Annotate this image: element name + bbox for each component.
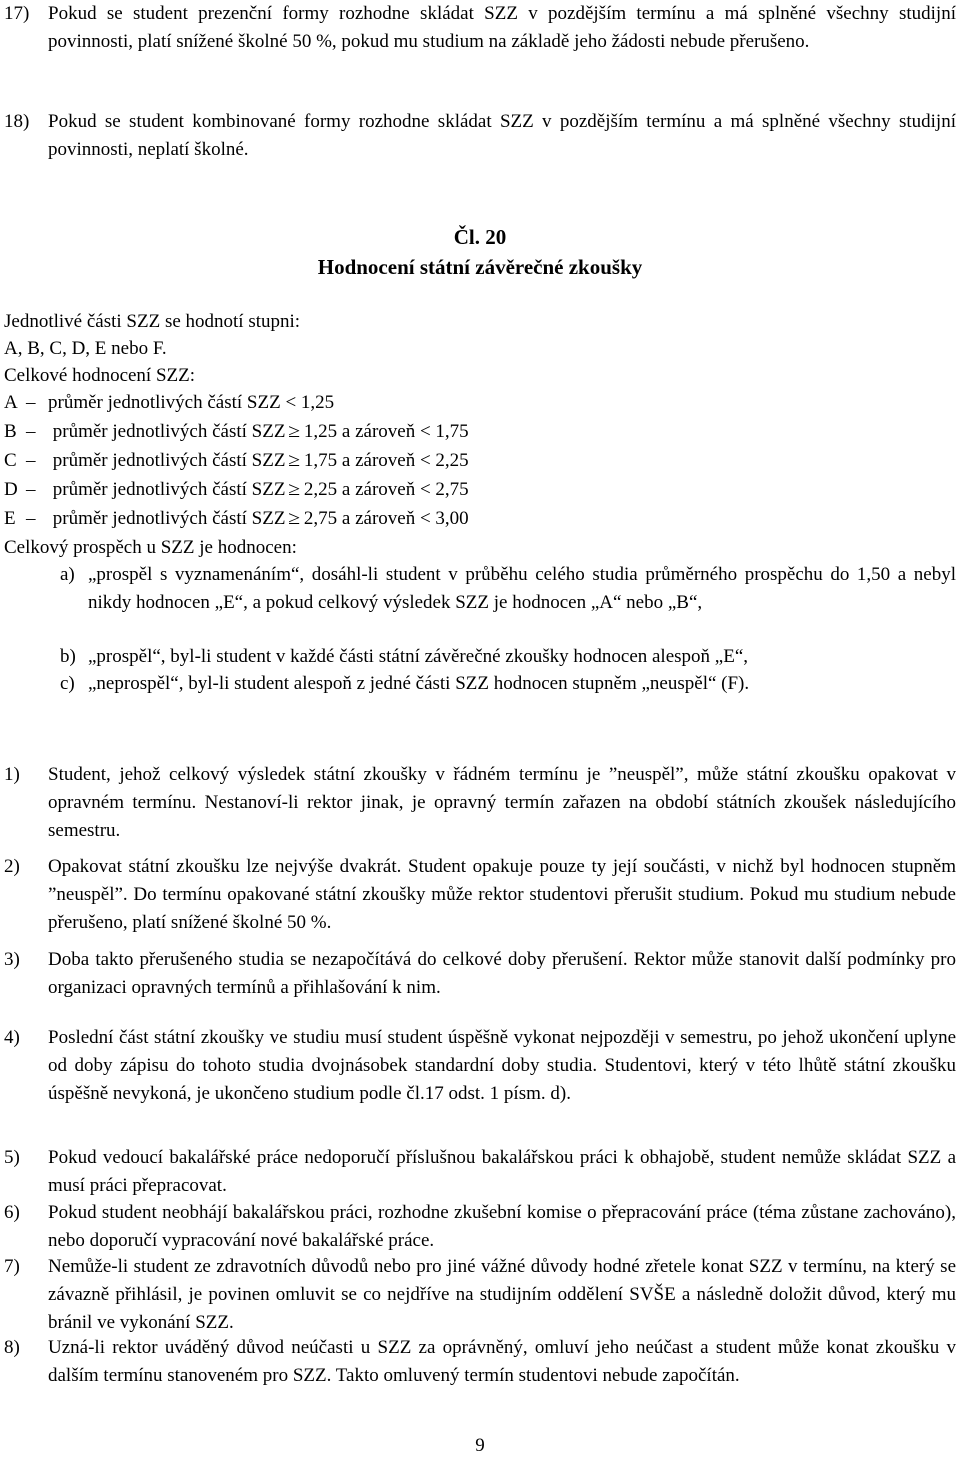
- grade-letter: E: [4, 508, 16, 529]
- grade-condition: průměr jednotlivých částí SZZ < 1,25: [48, 392, 335, 413]
- result-c: [60, 670, 956, 698]
- dash: –: [26, 508, 36, 529]
- paragraph-17: [4, 0, 956, 56]
- rule-5: [4, 1144, 956, 1200]
- rule-text: Opakovat státní zkoušku lze nejvýše dvakrát. Student opakuje pouze ty její součásti, v nichž byl hodnocen stupněm ”neuspěl”. Do termínu opakované státní zkoušky může rektor studentovi přerušit studium. Pokud mu studium nebude přerušeno, platí snížené školné 50 %.: [48, 856, 956, 933]
- rule-number: 6): [4, 1202, 20, 1223]
- grading-intro: Jednotlivé části SZZ se hodnotí stupni:: [4, 311, 301, 332]
- result-text: „neprospěl“, byl-li student alespoň z jedné části SZZ hodnocen stupněm „neuspěl“ (F).: [88, 673, 750, 694]
- grade-condition: průměr jednotlivých částí SZZ: [52, 508, 286, 529]
- article-title: Hodnocení státní závěrečné zkoušky: [317, 255, 643, 279]
- rule-4: [4, 1024, 956, 1108]
- rule-number: 7): [4, 1256, 20, 1277]
- rule-text: Pokud student neobhájí bakalářskou práci, rozhodne zkušební komise o přepracování práce (téma zůstane zachováno), nebo doporučí vypracování nové bakalářské práce.: [48, 1202, 956, 1251]
- rule-text: Doba takto přerušeného studia se nezapočítává do celkové doby přerušení. Rektor může stanovit další podmínky pro organizaci opravných termínů a přihlašování k nim.: [48, 949, 956, 998]
- rule-number: 4): [4, 1027, 20, 1048]
- grade-letter: D: [4, 479, 18, 500]
- result-label: Celkový prospěch u SZZ je hodnocen:: [4, 537, 297, 558]
- grade-condition: průměr jednotlivých částí SZZ: [52, 421, 286, 442]
- rule-number: 1): [4, 764, 20, 785]
- result-b: [60, 643, 956, 671]
- grade-range: 2,25 a zároveň < 2,75: [303, 479, 469, 500]
- grade-row-b: [4, 418, 469, 446]
- dash: –: [26, 479, 36, 500]
- grade-letter: C: [4, 450, 17, 471]
- grade-condition: průměr jednotlivých částí SZZ: [52, 450, 286, 471]
- page-number: 9: [475, 1435, 485, 1456]
- result-text: „prospěl“, byl-li student v každé části státní závěrečné zkoušky hodnocen alespoň „E“,: [88, 646, 749, 667]
- rule-text: Poslední část státní zkoušky ve studiu musí student úspěšně vykonat nejpozději v semestru, po jehož ukončení uplyne od doby zápisu do tohoto studia dvojnásobek standardní doby studia. Studentovi, který v této lhůtě státní zkoušku úspěšně nevykoná, je ukončeno studium podle čl.17 odst. 1 písm. d).: [48, 1027, 956, 1104]
- dash: –: [26, 450, 36, 471]
- dash: –: [26, 392, 36, 413]
- grading-scale: A, B, C, D, E nebo F.: [4, 338, 167, 359]
- greater-equal-symbol: ≥: [288, 450, 301, 471]
- rule-text: Nemůže-li student ze zdravotních důvodů nebo pro jiné vážné důvody hodné zřetele konat SZZ v termínu, na který se závazně přihlásil, je povinen omluvit se co nejdříve na studijním oddělení SVŠE a následně doložit důvod, který mu bránil ve vykonání SZZ.: [48, 1256, 956, 1333]
- grade-row-d: [4, 476, 469, 504]
- grade-range: 2,75 a zároveň < 3,00: [303, 508, 469, 529]
- rule-3: [4, 946, 956, 1002]
- grade-condition: průměr jednotlivých částí SZZ: [52, 479, 286, 500]
- rule-number: 3): [4, 949, 20, 970]
- grade-letter: B: [4, 421, 17, 442]
- rule-number: 8): [4, 1337, 20, 1358]
- paragraph-number: 17): [4, 3, 30, 24]
- result-a: [60, 561, 956, 617]
- rule-1: [4, 761, 956, 845]
- rule-6: [4, 1199, 956, 1255]
- grade-row-a: [4, 389, 334, 417]
- rule-number: 2): [4, 856, 20, 877]
- dash: –: [26, 421, 36, 442]
- rule-7: [4, 1253, 956, 1337]
- rule-text: Uzná-li rektor uváděný důvod neúčasti u SZZ za oprávněný, omluví jeho neúčast a student může konat zkoušku v dalším termínu stanoveném pro SZZ. Takto omluvený termín studentovi nebude započítán.: [48, 1337, 956, 1386]
- result-letter: c): [60, 673, 75, 694]
- rule-text: Student, jehož celkový výsledek státní zkoušky v řádném termínu je ”neuspěl”, může státní zkoušku opakovat v opravném termínu. Nestanoví-li rektor jinak, je opravný termín zařazen na období státních zkoušek následujícího semestru.: [48, 764, 956, 841]
- result-letter: a): [60, 564, 75, 585]
- greater-equal-symbol: ≥: [288, 508, 301, 529]
- rule-number: 5): [4, 1147, 20, 1168]
- result-text: „prospěl s vyznamenáním“, dosáhl-li student v průběhu celého studia průměrného prospěchu do 1,50 a nebyl nikdy hodnocen „E“, a pokud celkový výsledek SZZ je hodnocen „A“ nebo „B“,: [88, 564, 956, 613]
- grade-row-c: [4, 447, 469, 475]
- rule-text: Pokud vedoucí bakalářské práce nedoporučí příslušnou bakalářskou práci k obhajobě, student nemůže skládat SZZ a musí práci přepracovat.: [48, 1147, 956, 1196]
- grade-letter: A: [4, 392, 18, 413]
- grade-range: 1,75 a zároveň < 2,25: [303, 450, 469, 471]
- paragraph-text: Pokud se student prezenční formy rozhodne skládat SZZ v pozdějším termínu a má splněné všechny studijní povinnosti, platí snížené školné 50 %, pokud mu studium na základě jeho žádosti nebude přerušeno.: [48, 3, 956, 52]
- rule-8: [4, 1334, 956, 1390]
- greater-equal-symbol: ≥: [288, 421, 301, 442]
- paragraph-number: 18): [4, 111, 30, 132]
- grade-range: 1,25 a zároveň < 1,75: [303, 421, 469, 442]
- article-number: Čl. 20: [453, 225, 507, 249]
- paragraph-text: Pokud se student kombinované formy rozhodne skládat SZZ v pozdějším termínu a má splněné všechny studijní povinnosti, neplatí školné.: [48, 111, 956, 160]
- result-letter: b): [60, 646, 76, 667]
- overall-label: Celkové hodnocení SZZ:: [4, 365, 196, 386]
- grade-row-e: [4, 505, 469, 533]
- rule-2: [4, 853, 956, 937]
- greater-equal-symbol: ≥: [288, 479, 301, 500]
- paragraph-18: [4, 108, 956, 164]
